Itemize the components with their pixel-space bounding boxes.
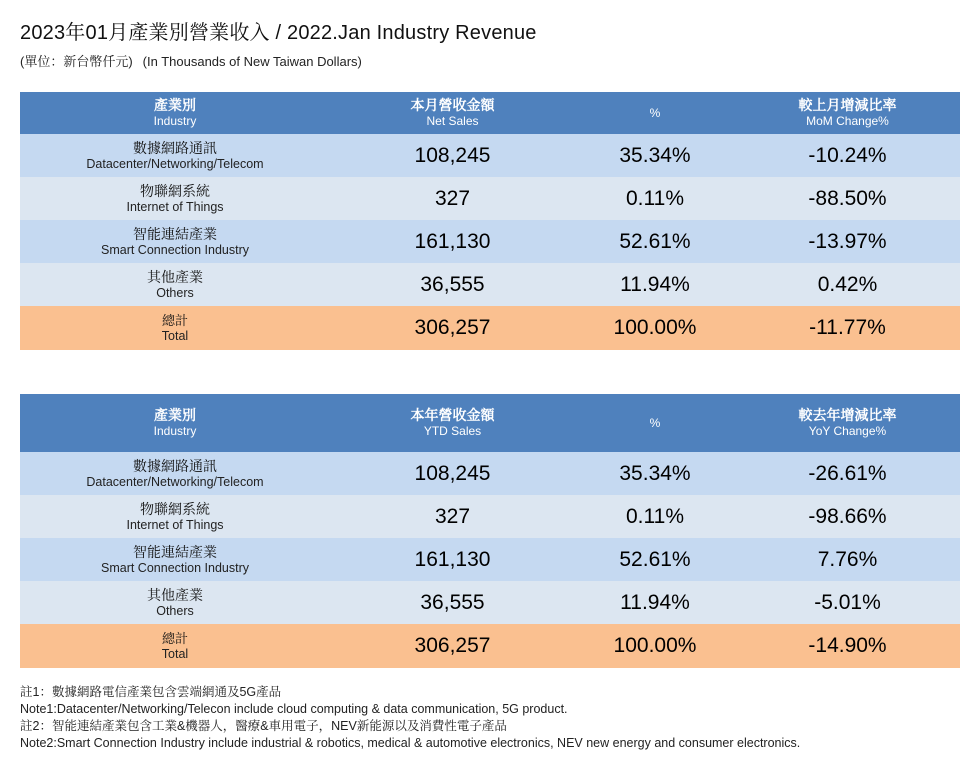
row-label-cell [20, 220, 330, 263]
row-label-zh: 其他產業 [147, 586, 203, 603]
yoy-change-value: -26.61% [808, 461, 887, 485]
header-industry-en: Industry [153, 424, 197, 438]
table-row-others [20, 263, 960, 306]
total-label-en: Total [161, 647, 189, 661]
table-row-datacenter [20, 134, 960, 177]
net-sales-value: 327 [434, 186, 471, 210]
header-ytd-sales-en: YTD Sales [423, 424, 482, 438]
row-label-cell [20, 177, 330, 220]
page-title: 2023年01月產業別營業收入 / 2022.Jan Industry Revenue [20, 22, 537, 44]
mom-change-value: -88.50% [808, 186, 887, 210]
monthly-revenue-table [20, 92, 960, 350]
total-percent-value: 100.00% [613, 634, 697, 657]
table-row-iot [20, 495, 960, 538]
row-label-zh: 其他產業 [147, 268, 203, 285]
row-label-zh: 物聯網系統 [140, 500, 210, 517]
unit-label [20, 51, 960, 70]
header-cell-percent [575, 394, 735, 452]
total-mom-change-value: -11.77% [809, 316, 886, 339]
header-ytd-sales-zh: 本年營收金額 [410, 407, 495, 423]
total-row [20, 624, 960, 668]
row-label-en: Others [156, 603, 194, 618]
row-label-en: Internet of Things [126, 199, 224, 214]
unit-label-en: (In Thousands of New Taiwan Dollars) [142, 54, 362, 69]
percent-value: 52.61% [619, 547, 691, 571]
yoy-change-value: -98.66% [808, 504, 887, 528]
monthly-table-header-row [20, 92, 960, 134]
percent-value: 0.11% [626, 504, 684, 528]
header-mom-change-en: MoM Change% [806, 114, 889, 128]
ytd-sales-value: 327 [434, 504, 471, 528]
row-label-en: Internet of Things [126, 517, 224, 532]
total-label-en: Total [161, 329, 189, 343]
net-sales-value: 36,555 [420, 272, 485, 296]
total-label-zh: 總計 [161, 313, 188, 328]
net-sales-value: 108,245 [414, 143, 491, 167]
ytd-sales-value: 36,555 [420, 590, 485, 614]
header-industry-en: Industry [153, 114, 197, 128]
total-label-zh: 總計 [161, 631, 188, 646]
table-row-datacenter [20, 452, 960, 495]
footnote-note2-en: Note2:Smart Connection Industry include industrial & robotics, medical & automotive electronics, NEV new energy and consumer electronics. [20, 736, 801, 750]
header-mom-change-zh: 較上月增減比率 [798, 97, 897, 113]
percent-value: 35.34% [619, 461, 691, 485]
header-cell-mom-change [735, 92, 960, 134]
total-label-cell [20, 624, 330, 668]
yoy-change-value: 7.76% [817, 547, 878, 571]
table-row-others [20, 581, 960, 624]
ytd-sales-value: 161,130 [414, 547, 491, 571]
row-label-en: Datacenter/Networking/Telecom [86, 156, 264, 171]
header-percent-label: % [649, 105, 661, 120]
total-percent-value: 100.00% [613, 316, 697, 339]
ytd-sales-value: 108,245 [414, 461, 491, 485]
mom-change-value: -13.97% [808, 229, 887, 253]
percent-value: 52.61% [619, 229, 691, 253]
row-label-cell [20, 134, 330, 177]
table-row-smart-connection [20, 220, 960, 263]
footnote-note1-zh: 註1：數據網路電信產業包含雲端網通及5G產品 [20, 685, 282, 699]
footnotes [20, 684, 960, 752]
header-percent-label: % [649, 415, 661, 430]
percent-value: 35.34% [619, 143, 691, 167]
table-row-iot [20, 177, 960, 220]
mom-change-value: 0.42% [817, 272, 878, 296]
mom-change-value: -10.24% [808, 143, 887, 167]
row-label-cell [20, 538, 330, 581]
row-label-cell [20, 495, 330, 538]
header-cell-percent [575, 92, 735, 134]
header-industry-zh: 產業別 [154, 97, 196, 113]
total-yoy-change-value: -14.90% [808, 634, 887, 657]
table-row-smart-connection [20, 538, 960, 581]
row-label-zh: 智能連結產業 [133, 543, 217, 560]
row-label-zh: 智能連結產業 [133, 225, 217, 242]
net-sales-value: 161,130 [414, 229, 491, 253]
total-net-sales-value: 306,257 [414, 316, 491, 339]
header-yoy-change-zh: 較去年增減比率 [798, 407, 897, 423]
footnote-note1-en: Note1:Datacenter/Networking/Telecon include cloud computing & data communication, 5G product. [20, 702, 568, 716]
header-industry-zh: 產業別 [154, 407, 196, 423]
header-cell-ytd-sales [330, 394, 575, 452]
header-net-sales-en: Net Sales [426, 114, 479, 128]
header-cell-industry [20, 92, 330, 134]
row-label-cell [20, 452, 330, 495]
row-label-en: Others [156, 285, 194, 300]
row-label-zh: 數據網路通訊 [133, 139, 217, 156]
total-row [20, 306, 960, 350]
percent-value: 0.11% [626, 186, 684, 210]
ytd-table-header-row [20, 394, 960, 452]
percent-value: 11.94% [620, 272, 690, 296]
row-label-cell [20, 263, 330, 306]
row-label-cell [20, 581, 330, 624]
row-label-en: Datacenter/Networking/Telecom [86, 474, 264, 489]
footnote-note2-zh: 註2：智能連結產業包含工業&機器人，醫療&車用電子，NEV新能源以及消費性電子產品 [20, 719, 507, 733]
row-label-zh: 物聯網系統 [140, 182, 210, 199]
yoy-change-value: -5.01% [814, 590, 881, 614]
header-yoy-change-en: YoY Change% [808, 424, 887, 438]
row-label-en: Smart Connection Industry [101, 560, 249, 575]
ytd-revenue-table [20, 394, 960, 668]
total-label-cell [20, 306, 330, 350]
row-label-en: Smart Connection Industry [101, 242, 249, 257]
header-cell-yoy-change [735, 394, 960, 452]
total-ytd-sales-value: 306,257 [414, 634, 491, 657]
header-net-sales-zh: 本月營收金額 [410, 97, 495, 113]
unit-label-zh: (單位：新台幣仟元) [20, 54, 133, 69]
header-cell-net-sales [330, 92, 575, 134]
row-label-zh: 數據網路通訊 [133, 457, 217, 474]
header-cell-industry [20, 394, 330, 452]
percent-value: 11.94% [620, 590, 690, 614]
